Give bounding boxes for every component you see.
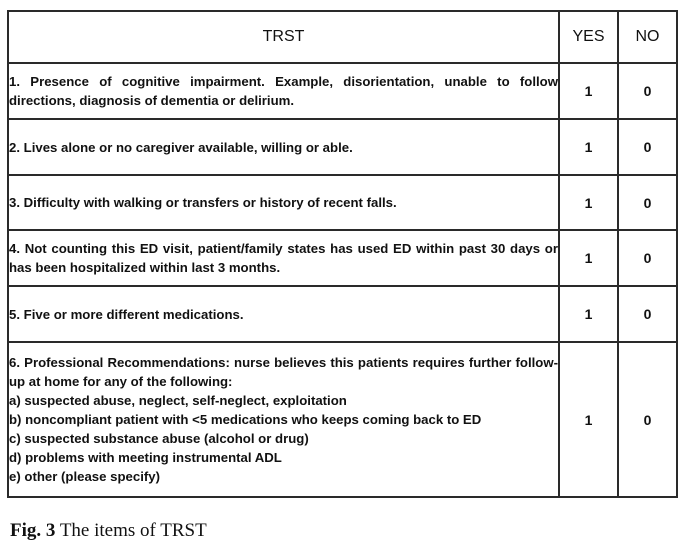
item-6-sub-e: e) other (please specify) bbox=[9, 469, 160, 484]
table-row bbox=[8, 230, 677, 286]
table-row bbox=[8, 119, 677, 175]
item-5-no: 0 bbox=[618, 286, 677, 342]
item-4-no: 0 bbox=[618, 230, 677, 286]
item-6-sub-a: a) suspected abuse, neglect, self-neglect, exploitation bbox=[9, 393, 347, 408]
item-2-yes: 1 bbox=[559, 119, 618, 175]
item-3-no: 0 bbox=[618, 175, 677, 230]
item-6-text: 6. Professional Recommendations: nurse believes this patients requires further follow-up at home for any of the following: bbox=[9, 355, 558, 389]
table-row bbox=[8, 286, 677, 342]
item-4-text: 4. Not counting this ED visit, patient/family states has used ED within past 30 days or has been hospitalized within last 3 months. bbox=[8, 230, 559, 286]
item-3-text: 3. Difficulty with walking or transfers or history of recent falls. bbox=[8, 175, 559, 230]
item-6-no: 0 bbox=[618, 342, 677, 497]
item-2-no: 0 bbox=[618, 119, 677, 175]
item-1-no: 0 bbox=[618, 63, 677, 119]
item-2-text: 2. Lives alone or no caregiver available, willing or able. bbox=[8, 119, 559, 175]
table-header-row bbox=[8, 11, 677, 63]
item-1-yes: 1 bbox=[559, 63, 618, 119]
item-3-yes: 1 bbox=[559, 175, 618, 230]
item-6-sub-c: c) suspected substance abuse (alcohol or drug) bbox=[9, 431, 309, 446]
item-6-sub-b: b) noncompliant patient with <5 medications who keeps coming back to ED bbox=[9, 412, 482, 427]
caption-text: The items of TRST bbox=[59, 520, 207, 541]
table-row bbox=[8, 63, 677, 119]
item-6-yes: 1 bbox=[559, 342, 618, 497]
caption-label: Fig. 3 bbox=[10, 520, 56, 541]
header-trst: TRST bbox=[8, 11, 559, 63]
item-4-yes: 1 bbox=[559, 230, 618, 286]
item-6-cell bbox=[8, 342, 559, 497]
item-1-text: 1. Presence of cognitive impairment. Example, disorientation, unable to follow directions, diagnosis of dementia or delirium. bbox=[8, 63, 559, 119]
figure-caption bbox=[10, 520, 207, 542]
header-yes: YES bbox=[559, 11, 618, 63]
table-row bbox=[8, 342, 677, 497]
item-5-yes: 1 bbox=[559, 286, 618, 342]
item-6-sub-d: d) problems with meeting instrumental ADL bbox=[9, 450, 282, 465]
header-no: NO bbox=[618, 11, 677, 63]
item-5-text: 5. Five or more different medications. bbox=[8, 286, 559, 342]
table-row bbox=[8, 175, 677, 230]
trst-table bbox=[7, 10, 678, 498]
